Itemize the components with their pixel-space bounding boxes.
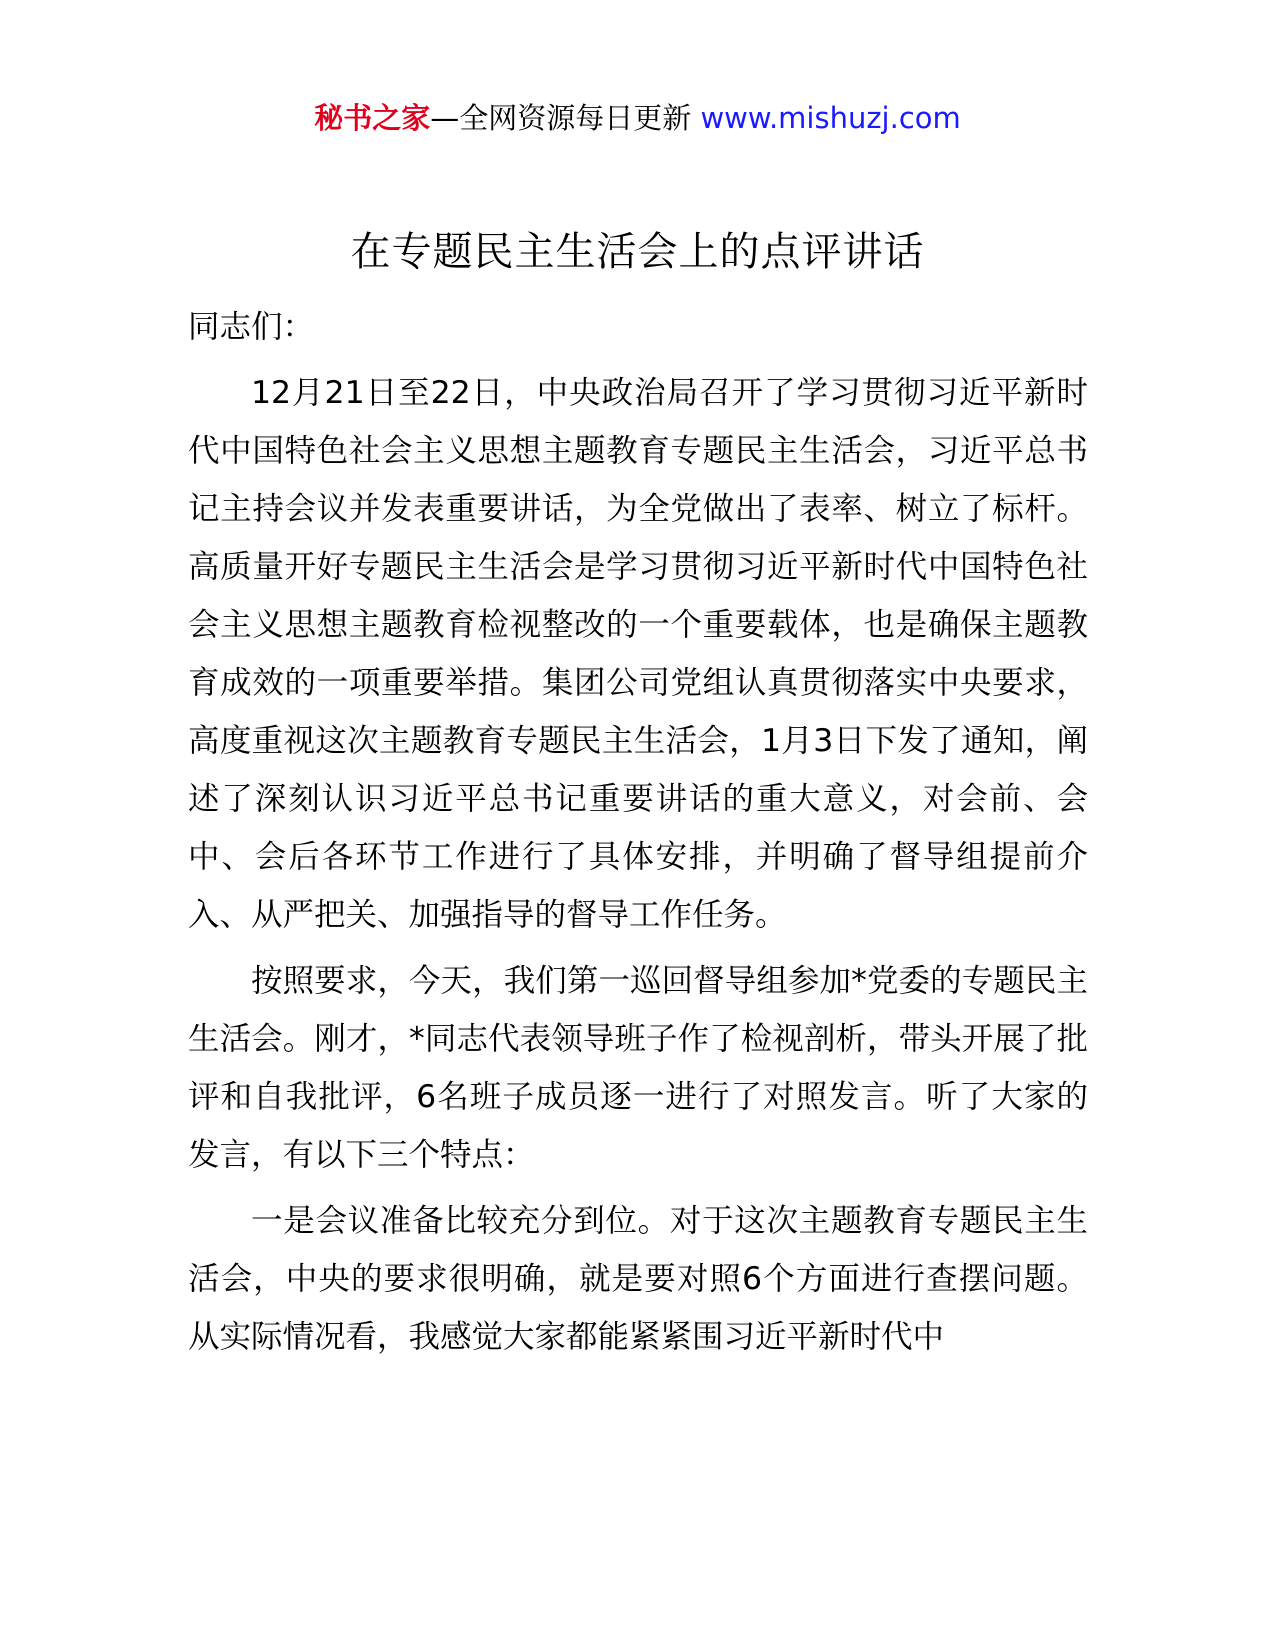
paragraph-3: 一是会议准备比较充分到位。对于这次主题教育专题民主生活会，中央的要求很明确，就是要对照6个方面进行查摆问题。从实际情况看，我感觉大家都能紧紧围习近平新时代中 xyxy=(188,1203,1088,1355)
document-title: 在专题民主生活会上的点评讲话 xyxy=(350,229,925,275)
site-url-link[interactable]: www.mishuzj.com xyxy=(700,101,961,135)
site-tagline: —全网资源每日更新 xyxy=(430,101,692,135)
paragraph-1: 12月21日至22日，中央政治局召开了学习贯彻习近平新时代中国特色社会主义思想主题教育专题民主生活会，习近平总书记主持会议并发表重要讲话，为全党做出了表率、树立了标杆。高质量开好专题民主生活会是学习贯彻习近平新时代中国特色社会主义思想主题教育检视整改的一个重要载体，也是确保主题教育成效的一项重要举措。集团公司党组认真贯彻落实中央要求，高度重视这次主题教育专题民主生活会，1月3日下发了通知，阐述了深刻认识习近平总书记重要讲话的重大意义，对会前、会中、会后各环节工作进行了具体安排，并明确了督导组提前介入、从严把关、加强指导的督导工作任务。 xyxy=(188,375,1088,933)
paragraph-2: 按照要求，今天，我们第一巡回督导组参加*党委的专题民主生活会。刚才，*同志代表领导班子作了检视剖析，带头开展了批评和自我批评，6名班子成员逐一进行了对照发言。听了大家的发言，有以下三个特点： xyxy=(188,963,1088,1173)
site-brand: 秘书之家 xyxy=(314,101,431,135)
site-header xyxy=(0,98,1275,138)
salutation: 同志们： xyxy=(188,309,315,345)
document-body xyxy=(188,298,1088,1374)
